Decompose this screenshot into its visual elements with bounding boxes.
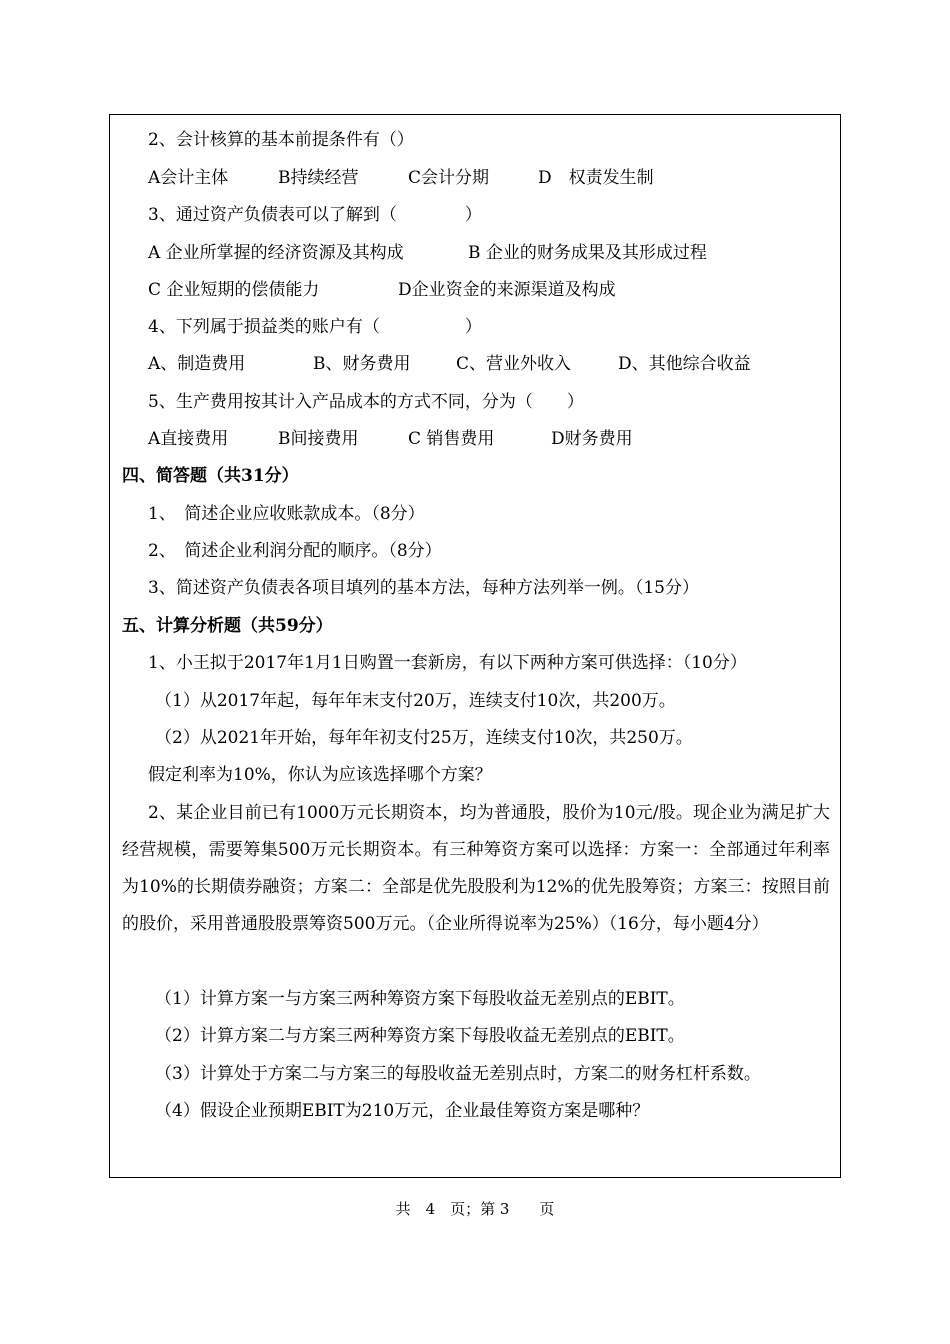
calc-q2-sub-1: （1）计算方案一与方案三两种筹资方案下每股收益无差别点的EBIT。 [155,989,685,1009]
calc-q1-option-2: （2）从2021年开始，每年年初支付25万，连续支付10次，共250万。 [155,728,693,748]
mc-q2-option-d: D 权责发生制 [538,168,654,188]
short-answer-q1: 1、 简述企业应收账款成本。（8分） [148,504,425,524]
mc-q5-option-c: C 销售费用 [408,429,495,449]
calc-q2-sub-2: （2）计算方案二与方案三两种筹资方案下每股收益无差别点的EBIT。 [155,1026,685,1046]
mc-q5-option-d: D财务费用 [551,429,633,449]
page-footer [0,1198,950,1219]
section-5-heading: 五、计算分析题（共59分） [122,616,333,636]
mc-q3-option-d: D企业资金的来源渠道及构成 [398,280,616,300]
exam-frame [109,114,841,1178]
mc-q4-stem: 4、下列属于损益类的账户有（ ） [148,317,482,337]
mc-q2-stem: 2、会计核算的基本前提条件有（） [148,130,414,150]
short-answer-q2: 2、 简述企业利润分配的顺序。（8分） [148,541,442,561]
short-answer-q3: 3、简述资产负债表各项目填列的基本方法，每种方法列举一例。（15分） [148,578,699,598]
mc-q4-option-a: A、制造费用 [148,354,246,374]
mc-q5-option-a: A直接费用 [148,429,229,449]
mc-q5-stem: 5、生产费用按其计入产品成本的方式不同，分为（ ） [148,392,584,412]
mc-q4-option-d: D、其他综合收益 [618,354,751,374]
section-4-heading: 四、简答题（共31分） [122,466,299,486]
page-number: 共 4 页；第 3 页 [395,1200,555,1218]
mc-q3-option-b: B 企业的财务成果及其形成过程 [468,243,707,263]
calc-q2-stem: 2、某企业目前已有1000万元长期资本，均为普通股，股价为10元/股。现企业为满足扩大经营规模，需要筹集500万元长期资本。有三种筹资方案可以选择：方案一：全部通过年利率为10%的长期债券融资；方案二：全部是优先股股利为12%的优先股筹资；方案三：按照目前的股价，采用普通股股票筹资500万元。（企业所得说率为25%）（16分，每小题4分） [122,803,830,934]
calc-q2-sub-3: （3）计算处于方案二与方案三的每股收益无差别点时，方案二的财务杠杆系数。 [155,1064,761,1084]
mc-q5-option-b: B间接费用 [278,429,359,449]
calc-q2-sub-4: （4）假设企业预期EBIT为210万元，企业最佳筹资方案是哪种？ [155,1101,650,1121]
calc-q1-option-1: （1）从2017年起，每年年末支付20万，连续支付10次，共200万。 [155,691,676,711]
calc-q1-question: 假定利率为10%，你认为应该选择哪个方案？ [148,765,492,785]
mc-q4-option-c: C、营业外收入 [456,354,572,374]
mc-q2-option-a: A会计主体 [148,168,229,188]
mc-q3-stem: 3、通过资产负债表可以了解到（ ） [148,205,482,225]
mc-q3-option-a: A 企业所掌握的经济资源及其构成 [148,243,404,263]
mc-q4-option-b: B、财务费用 [313,354,411,374]
mc-q2-option-b: B持续经营 [278,168,359,188]
mc-q2-option-c: C会计分期 [408,168,490,188]
calc-q1-stem: 1、小王拟于2017年1月1日购置一套新房，有以下两种方案可供选择：（10分） [148,653,747,673]
mc-q3-option-c: C 企业短期的偿债能力 [148,280,320,300]
